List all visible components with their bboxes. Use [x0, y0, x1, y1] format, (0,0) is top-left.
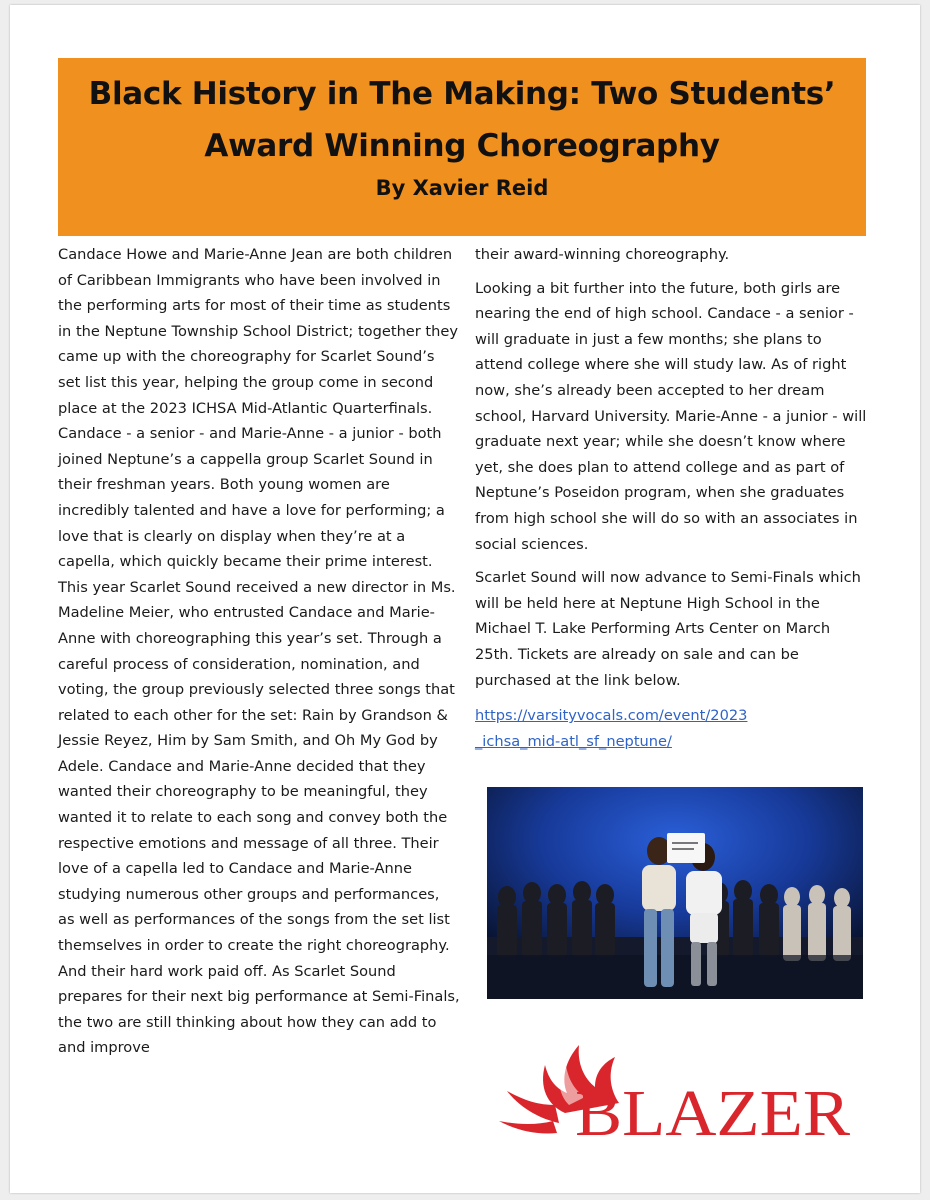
right-column — [475, 242, 870, 755]
blazer-logo-graphic — [495, 1035, 855, 1145]
tickets-link-line-1: https://varsityvocals.com/event/2023 — [475, 707, 748, 725]
left-column — [58, 242, 460, 1061]
tickets-link[interactable] — [475, 703, 870, 755]
article-title-line-2: Award Winning Choreography — [204, 128, 720, 164]
document-page — [10, 5, 920, 1193]
right-paragraph-2: Scarlet Sound will now advance to Semi-Finals which will be held here at Neptune High School in the Michael T. Lake Performing Arts Center on March 25th. Tickets are already on sale and can be purchased at the link below. — [475, 569, 861, 689]
article-byline: By Xavier Reid — [375, 176, 549, 200]
stage-photo — [487, 787, 863, 999]
headline-banner — [58, 58, 866, 236]
right-paragraph-1: Looking a bit further into the future, both girls are nearing the end of high school. Candace - a senior - will graduate in just a few months; she plans to attend college where she will study law. As of right now, she’s already been accepted to her dream school, Harvard University. Marie-Anne - a junior - will graduate next year; while she doesn’t know where yet, she does plan to attend college and as part of Neptune’s Poseidon program, when she graduates from high school she will do so with an associates in social sciences. — [475, 279, 867, 553]
right-paragraph-0: their award-winning choreography. — [475, 246, 730, 263]
blazer-logo — [495, 1035, 855, 1145]
logo-text: BLAZER — [575, 1077, 850, 1145]
article-title-line-1: Black History in The Making: Two Students’ — [88, 76, 836, 112]
left-paragraph-1: Candace Howe and Marie-Anne Jean are both children of Caribbean Immigrants who have been involved in the performing arts for most of their time as students in the Neptune Township School District; together they came up with the choreography for Scarlet Sound’s set list this year, helping the group come in second place at the 2023 ICHSA Mid-Atlantic Quarterfinals. — [58, 246, 459, 417]
tickets-link-line-2: _ichsa_mid-atl_sf_neptune/ — [475, 733, 672, 751]
left-paragraph-2: Candace - a senior - and Marie-Anne - a junior - both joined Neptune’s a cappella group Scarlet Sound in their freshman years. Both young women are incredibly talented and have a love for performing; a love that is clearly on display when they’re at a capella, which quickly became their prime interest. This year Scarlet Sound received a new director in Ms. Madeline Meier, who entrusted Candace and Marie-Anne with choreographing this year’s set. Through a careful process of consideration, nomination, and voting, the group previously selected three songs that related to each other for the set: Rain by Grandson & Jessie Reyez, Him by Sam Smith, and Oh My God by Adele. Candace and Marie-Anne decided that they wanted their choreography to be meaningful, they wanted it to relate to each song and convey both the respective emotions and message of all three. Their love of a capella led to Candace and Marie-Anne studying numerous other groups and performances, as well as performances of the songs from the set list themselves in order to create the right choreography. And their hard work paid off. As Scarlet Sound prepares for their next big performance at Semi-Finals, the two are still thinking about how they can add to and improve — [58, 425, 460, 1057]
article-title — [58, 68, 866, 172]
stage-photo-illustration — [487, 787, 863, 999]
